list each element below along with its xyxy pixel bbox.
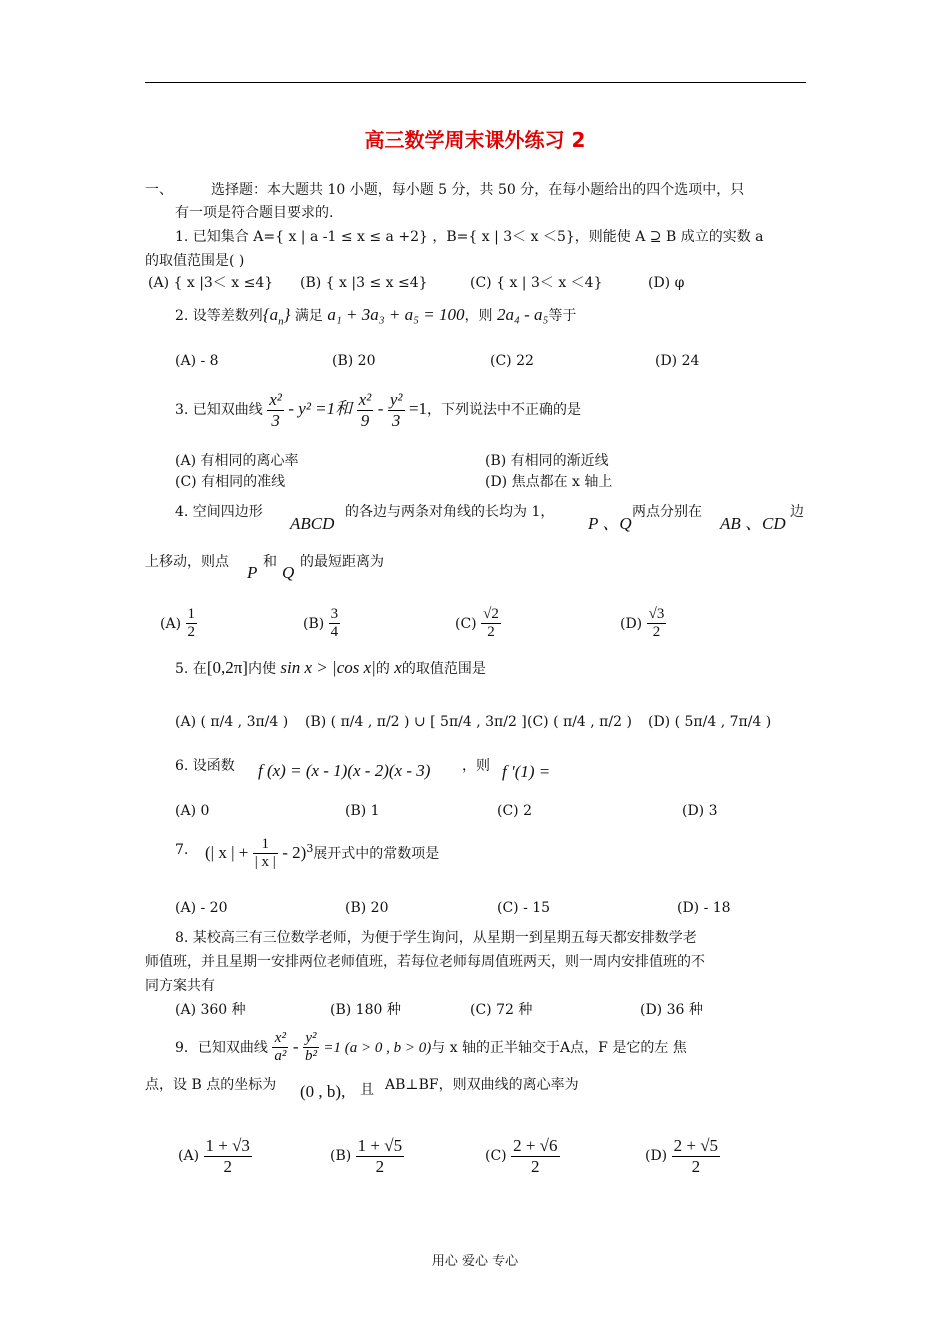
q4-and: 和 xyxy=(263,554,277,570)
q3-mid2: - xyxy=(377,399,384,419)
q1-option-d: (D) φ xyxy=(648,275,685,291)
q9-d-num: 2 + √5 xyxy=(673,1136,719,1155)
q4-c-label: (C) xyxy=(455,615,477,632)
q4-d-num: √3 xyxy=(647,606,667,624)
q9-pre: 9．已知双曲线 xyxy=(175,1039,268,1056)
q2-option-a: (A) - 8 xyxy=(175,353,219,369)
q3-mid1: - y² =1和 xyxy=(288,399,353,419)
q9-f1-den: a² xyxy=(274,1048,287,1065)
q5-post: 的取值范围是 xyxy=(401,661,486,677)
q9-option-c xyxy=(485,1136,560,1176)
q9-a-label: (A) xyxy=(178,1148,200,1165)
q7-number: 7. xyxy=(175,842,189,858)
q9-line2c: AB⊥BF，则双曲线的离心率为 xyxy=(385,1077,579,1093)
q9-f1-num: x² xyxy=(272,1030,288,1048)
q9-a-frac xyxy=(204,1136,252,1176)
q9-f2-num: y² xyxy=(303,1030,319,1048)
q3-f3-den: 3 xyxy=(391,410,401,430)
q7-power: 3 xyxy=(306,842,314,856)
q1-option-c: (C) { x | 3＜ x ＜4} xyxy=(470,275,603,291)
q9-c-label: (C) xyxy=(485,1148,507,1165)
q4-b-den: 4 xyxy=(330,624,339,641)
q4-line2a: 上移动，则点 xyxy=(145,554,229,570)
q2-option-d: (D) 24 xyxy=(655,353,700,369)
q9-line2a: 点，设 B 点的坐标为 xyxy=(145,1077,277,1093)
q3-tail: ，下列说法中不正确的是 xyxy=(427,402,582,419)
q9-b-num: 1 + √5 xyxy=(357,1136,403,1155)
q6-option-b: (B) 1 xyxy=(345,803,380,819)
q5-mid2: 的 xyxy=(375,661,390,677)
q3-fraction-3 xyxy=(388,390,405,430)
q5-option-b: (B) ( π/4 , π/2 ) ∪ [ 5π/4 , 3π/2 ] xyxy=(305,714,527,730)
q9-d-label: (D) xyxy=(645,1148,668,1165)
q9-c-frac xyxy=(511,1136,559,1176)
q9-c-den: 2 xyxy=(531,1156,540,1176)
q3-post: =1 xyxy=(408,399,428,419)
q4-a-num: 1 xyxy=(186,606,198,624)
q3-option-b: (B) 有相同的渐近线 xyxy=(485,453,609,469)
q9-option-a xyxy=(178,1136,252,1176)
q7-expression xyxy=(205,836,439,872)
q3-f1-num: x² xyxy=(269,390,282,409)
page-footer: 用心 爱心 专心 xyxy=(431,1254,519,1269)
q3-pre: 3. 已知双曲线 xyxy=(175,402,263,419)
q3-f3-num: y² xyxy=(389,390,403,409)
q8-stem-3: 同方案共有 xyxy=(145,978,215,994)
q7-option-a: (A) - 20 xyxy=(175,900,228,916)
q1-stem: 1. 已知集合 A={ x | a -1 ≤ x ≤ a +2} ，B={ x | 3＜ x ＜5}，则能使 A ⊇ B 成立的实数 a xyxy=(175,229,764,245)
q4-point-p: P xyxy=(247,563,258,582)
q4-post: 边 xyxy=(790,504,804,520)
q5-pre: 5. 在 xyxy=(175,661,207,677)
q9-coordinate: (0 , b), xyxy=(300,1082,346,1101)
q4-c-den: 2 xyxy=(487,624,495,641)
q2-post: 等于 xyxy=(548,308,577,324)
q9-minus: - xyxy=(292,1036,299,1056)
q2-seq: $\{a_n\}$ xyxy=(262,305,291,328)
q4-points: P 、Q xyxy=(588,514,632,533)
q5-option-c: (C) ( π/4 , π/2 ) xyxy=(527,714,632,730)
q4-shape: ABCD xyxy=(290,514,335,533)
q9-condition: =1 (a > 0 , b > 0) xyxy=(323,1039,432,1056)
q9-fraction-2 xyxy=(303,1030,319,1066)
q9-f2-den: b² xyxy=(304,1048,317,1065)
q5-stem xyxy=(175,658,486,679)
q9-line2b: 且 xyxy=(360,1082,374,1098)
q9-c-num: 2 + √6 xyxy=(513,1136,558,1155)
q6-function: f (x) = (x - 1)(x - 2)(x - 3) xyxy=(258,761,431,780)
q4-line2b: 的最短距离为 xyxy=(300,554,384,570)
q3-f2-den: 9 xyxy=(360,410,370,430)
q9-a-num: 1 + √3 xyxy=(205,1136,250,1155)
q4-a-label: (A) xyxy=(160,615,182,632)
q4-edges: AB 、CD xyxy=(720,514,786,533)
q3-stem xyxy=(175,390,581,430)
q4-d-frac xyxy=(647,606,667,642)
q1-stem-cont: 的取值范围是( ) xyxy=(145,253,245,269)
q4-option-b xyxy=(303,606,340,642)
q8-option-d: (D) 36 种 xyxy=(640,1002,703,1018)
q3-option-d: (D) 焦点都在 x 轴上 xyxy=(485,474,613,490)
q4-mid: 的各边与两条对角线的长均为 1， xyxy=(345,504,555,520)
q5-option-a: (A) ( π/4 , 3π/4 ) xyxy=(175,714,289,730)
section-instructions: 选择题：本大题共 10 小题，每小题 5 分，共 50 分，在每小题给出的四个选项中，只 xyxy=(211,182,745,198)
q4-mid2: 两点分别在 xyxy=(632,504,702,520)
q4-a-den: 2 xyxy=(187,624,195,641)
q9-b-frac xyxy=(356,1136,404,1176)
q9-option-d xyxy=(645,1136,720,1176)
q8-stem-1: 8. 某校高三有三位数学老师，为便于学生询问，从星期一到星期五每天都安排数学老 xyxy=(175,930,697,946)
q9-option-b xyxy=(330,1136,404,1176)
q9-stem xyxy=(175,1030,687,1066)
q1-option-b: (B) { x |3 ≤ x ≤4} xyxy=(300,275,428,291)
q5-x: x xyxy=(394,658,402,677)
q4-point-q: Q xyxy=(282,563,295,582)
q9-d-frac xyxy=(672,1136,720,1176)
q4-option-a xyxy=(160,606,197,642)
q3-fraction-1 xyxy=(267,390,284,430)
q7-option-c: (C) - 15 xyxy=(497,900,551,916)
q2-stem xyxy=(175,305,576,331)
q3-fraction-2 xyxy=(357,390,374,430)
q3-f1-den: 3 xyxy=(271,410,280,430)
q4-d-label: (D) xyxy=(620,615,643,632)
q6-option-a: (A) 0 xyxy=(175,803,210,819)
q7-frac xyxy=(253,836,278,872)
q8-option-c: (C) 72 种 xyxy=(470,1002,533,1018)
q2-equation: a₁ + 3a₃ + a₅ = 100 xyxy=(327,305,465,324)
q8-option-a: (A) 360 种 xyxy=(175,1002,246,1018)
section-instructions-cont: 有一项是符合题目要求的. xyxy=(175,205,334,221)
q6-option-c: (C) 2 xyxy=(497,803,532,819)
q9-fraction-1 xyxy=(272,1030,288,1066)
q4-c-frac xyxy=(481,606,501,642)
q4-option-c xyxy=(455,606,501,642)
q7-frac-den: | x | xyxy=(254,854,276,871)
q4-d-den: 2 xyxy=(652,624,661,641)
q1-option-a: (A) { x |3＜ x ≤4} xyxy=(148,275,274,291)
q9-b-label: (B) xyxy=(330,1148,352,1165)
q2-seq-sub: n xyxy=(278,315,284,328)
q5-inequality: sin x > |cos x| xyxy=(280,658,376,677)
q4-pre: 4. 空间四边形 xyxy=(175,504,263,520)
q3-option-c: (C) 有相同的准线 xyxy=(175,474,286,490)
q9-d-den: 2 xyxy=(691,1156,701,1176)
q2-seq-base: {a xyxy=(262,305,279,324)
q7-close: - 2) xyxy=(282,842,307,862)
q7-frac-num: 1 xyxy=(253,836,278,854)
q3-f2-num: x² xyxy=(358,390,372,409)
q2-mid: 满足 xyxy=(294,308,323,324)
q6-derivative: f ′(1) = xyxy=(502,762,551,781)
q6-mid: ，则 xyxy=(462,758,490,774)
page-title: 高三数学周末课外练习 2 xyxy=(364,128,586,152)
q4-b-label: (B) xyxy=(303,615,325,632)
top-rule xyxy=(145,82,806,83)
q2-option-c: (C) 22 xyxy=(490,353,534,369)
q2-pre: 2. 设等差数列 xyxy=(175,308,263,324)
section-number: 一、 xyxy=(145,182,173,198)
q3-option-a: (A) 有相同的离心率 xyxy=(175,453,299,469)
q6-option-d: (D) 3 xyxy=(682,803,718,819)
q5-mid: 内使 xyxy=(247,661,276,677)
q9-a-den: 2 xyxy=(223,1156,232,1176)
q7-open: (| x | + xyxy=(205,842,249,862)
q4-option-d xyxy=(620,606,666,642)
q8-stem-2: 师值班，并且星期一安排两位老师值班，若每位老师每周值班两天，则一周内安排值班的不 xyxy=(145,954,705,970)
q6-pre: 6. 设函数 xyxy=(175,758,235,774)
q9-post: 与 x 轴的正半轴交于A点，F 是它的左 焦 xyxy=(431,1039,687,1056)
q7-option-b: (B) 20 xyxy=(345,900,389,916)
q4-b-frac xyxy=(329,606,341,642)
q4-c-num: √2 xyxy=(481,606,501,624)
q4-a-frac xyxy=(186,606,198,642)
q7-post: 展开式中的常数项是 xyxy=(313,845,440,862)
q2-expression: 2a₄ - a₅ xyxy=(496,305,549,324)
q5-interval: [0,2π] xyxy=(206,658,248,677)
q8-option-b: (B) 180 种 xyxy=(330,1002,401,1018)
q2-option-b: (B) 20 xyxy=(332,353,376,369)
q4-b-num: 3 xyxy=(329,606,341,624)
q7-option-d: (D) - 18 xyxy=(677,900,731,916)
q9-b-den: 2 xyxy=(375,1156,385,1176)
q2-then: ，则 xyxy=(464,308,493,324)
q5-option-d: (D) ( 5π/4 , 7π/4 ) xyxy=(648,714,772,730)
